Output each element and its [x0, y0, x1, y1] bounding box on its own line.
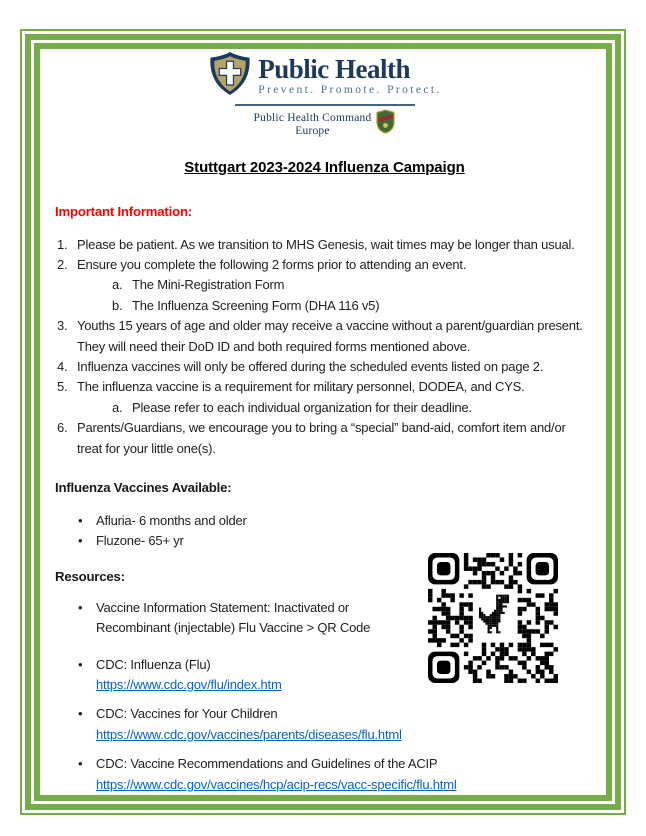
bullet-icon: [78, 754, 96, 795]
page-title: Stuttgart 2023-2024 Influenza Campaign: [184, 158, 465, 176]
document-page: [40, 49, 606, 795]
logo-block: [55, 51, 594, 141]
page-border-inner: [34, 43, 612, 801]
resource-link[interactable]: https://www.cdc.gov/vaccines/parents/diseases/flu.html: [96, 726, 402, 742]
vaccine-item: Fluzone- 65+ yr: [96, 532, 184, 548]
list-item-text: The influenza vaccine is a requirement for military personnel, DODEA, and CYS.: [77, 379, 525, 395]
bullet-icon: [78, 531, 96, 551]
qr-code-dinosaur: [428, 553, 558, 683]
public-health-shield-icon: [207, 51, 253, 102]
resource-link[interactable]: https://www.cdc.gov/vaccines/hcp/acip-recs/vacc-specific/flu.html: [96, 776, 457, 792]
resource-link[interactable]: https://www.cdc.gov/flu/index.htm: [96, 676, 282, 692]
resource-text: CDC: Vaccine Recommendations and Guidelines of the ACIP: [96, 756, 438, 772]
resource-text: CDC: Vaccines for Your Children: [96, 706, 278, 722]
list-item: [57, 357, 594, 377]
list-item-text: Influenza vaccines will only be offered during the scheduled events listed on page 2.: [77, 359, 544, 375]
list-number: 5.: [57, 379, 68, 395]
list-number: 6.: [57, 420, 68, 436]
command-crest-icon: [376, 109, 395, 140]
resource-text: Vaccine Information Statement: Inactivated or Recombinant (injectable) Flu Vaccine > QR Code: [96, 599, 371, 636]
list-number: 2.: [57, 257, 68, 273]
sub-list-letter: b.: [112, 297, 123, 313]
list-item-text: Youths 15 years of age and older may receive a vaccine without a parent/guardian present. They will need their DoD ID and both required forms mentioned above.: [77, 318, 583, 354]
bullet-icon: [78, 511, 96, 531]
list-item: [57, 418, 594, 459]
list-item: [57, 316, 594, 357]
sub-list-letter: a.: [112, 399, 123, 415]
page-border-middle: [25, 34, 621, 810]
bullet-icon: [78, 598, 96, 639]
list-item: [78, 531, 594, 551]
vaccines-list: [55, 511, 594, 552]
list-item: [57, 255, 594, 316]
important-information-list: [55, 235, 594, 459]
list-item-text: Please be patient. As we transition to MHS Genesis, wait times may be longer than usual.: [77, 236, 575, 252]
bullet-icon: [78, 704, 96, 745]
list-number: 1.: [57, 236, 68, 252]
sub-list-item: [112, 398, 594, 418]
list-item: [57, 235, 594, 255]
resources-heading: Resources:: [55, 569, 125, 585]
sub-list-item-text: The Mini-Registration Form: [132, 277, 285, 293]
list-item: [78, 754, 594, 795]
list-number: 4.: [57, 359, 68, 375]
sub-list-item: [112, 296, 594, 316]
list-item-text: Parents/Guardians, we encourage you to bring a “special” band-aid, comfort item and/or treat for your little one(s).: [77, 420, 566, 456]
org-name: Public Health Command Europe: [253, 111, 372, 138]
list-item: [78, 511, 594, 531]
vaccines-available-heading: Influenza Vaccines Available:: [55, 480, 232, 496]
sub-list-item: [112, 275, 594, 295]
logo-divider: [235, 104, 415, 106]
page-border: [20, 29, 626, 815]
list-item-text: Ensure you complete the following 2 forms prior to attending an event.: [77, 257, 467, 273]
sub-list-letter: a.: [112, 277, 123, 293]
sub-list-item-text: The Influenza Screening Form (DHA 116 v5): [132, 297, 380, 313]
resource-text: CDC: Influenza (Flu): [96, 656, 211, 672]
sub-list-item-text: Please refer to each individual organization for their deadline.: [132, 399, 472, 415]
important-information-heading: Important Information:: [55, 204, 192, 220]
logo-tagline: Prevent. Promote. Protect.: [258, 84, 442, 97]
bullet-icon: [78, 655, 96, 696]
list-item: [78, 704, 594, 745]
logo-title: Public Health: [258, 54, 411, 85]
list-number: 3.: [57, 318, 68, 334]
vaccine-item: Afluria- 6 months and older: [96, 512, 247, 528]
list-item: [57, 377, 594, 418]
